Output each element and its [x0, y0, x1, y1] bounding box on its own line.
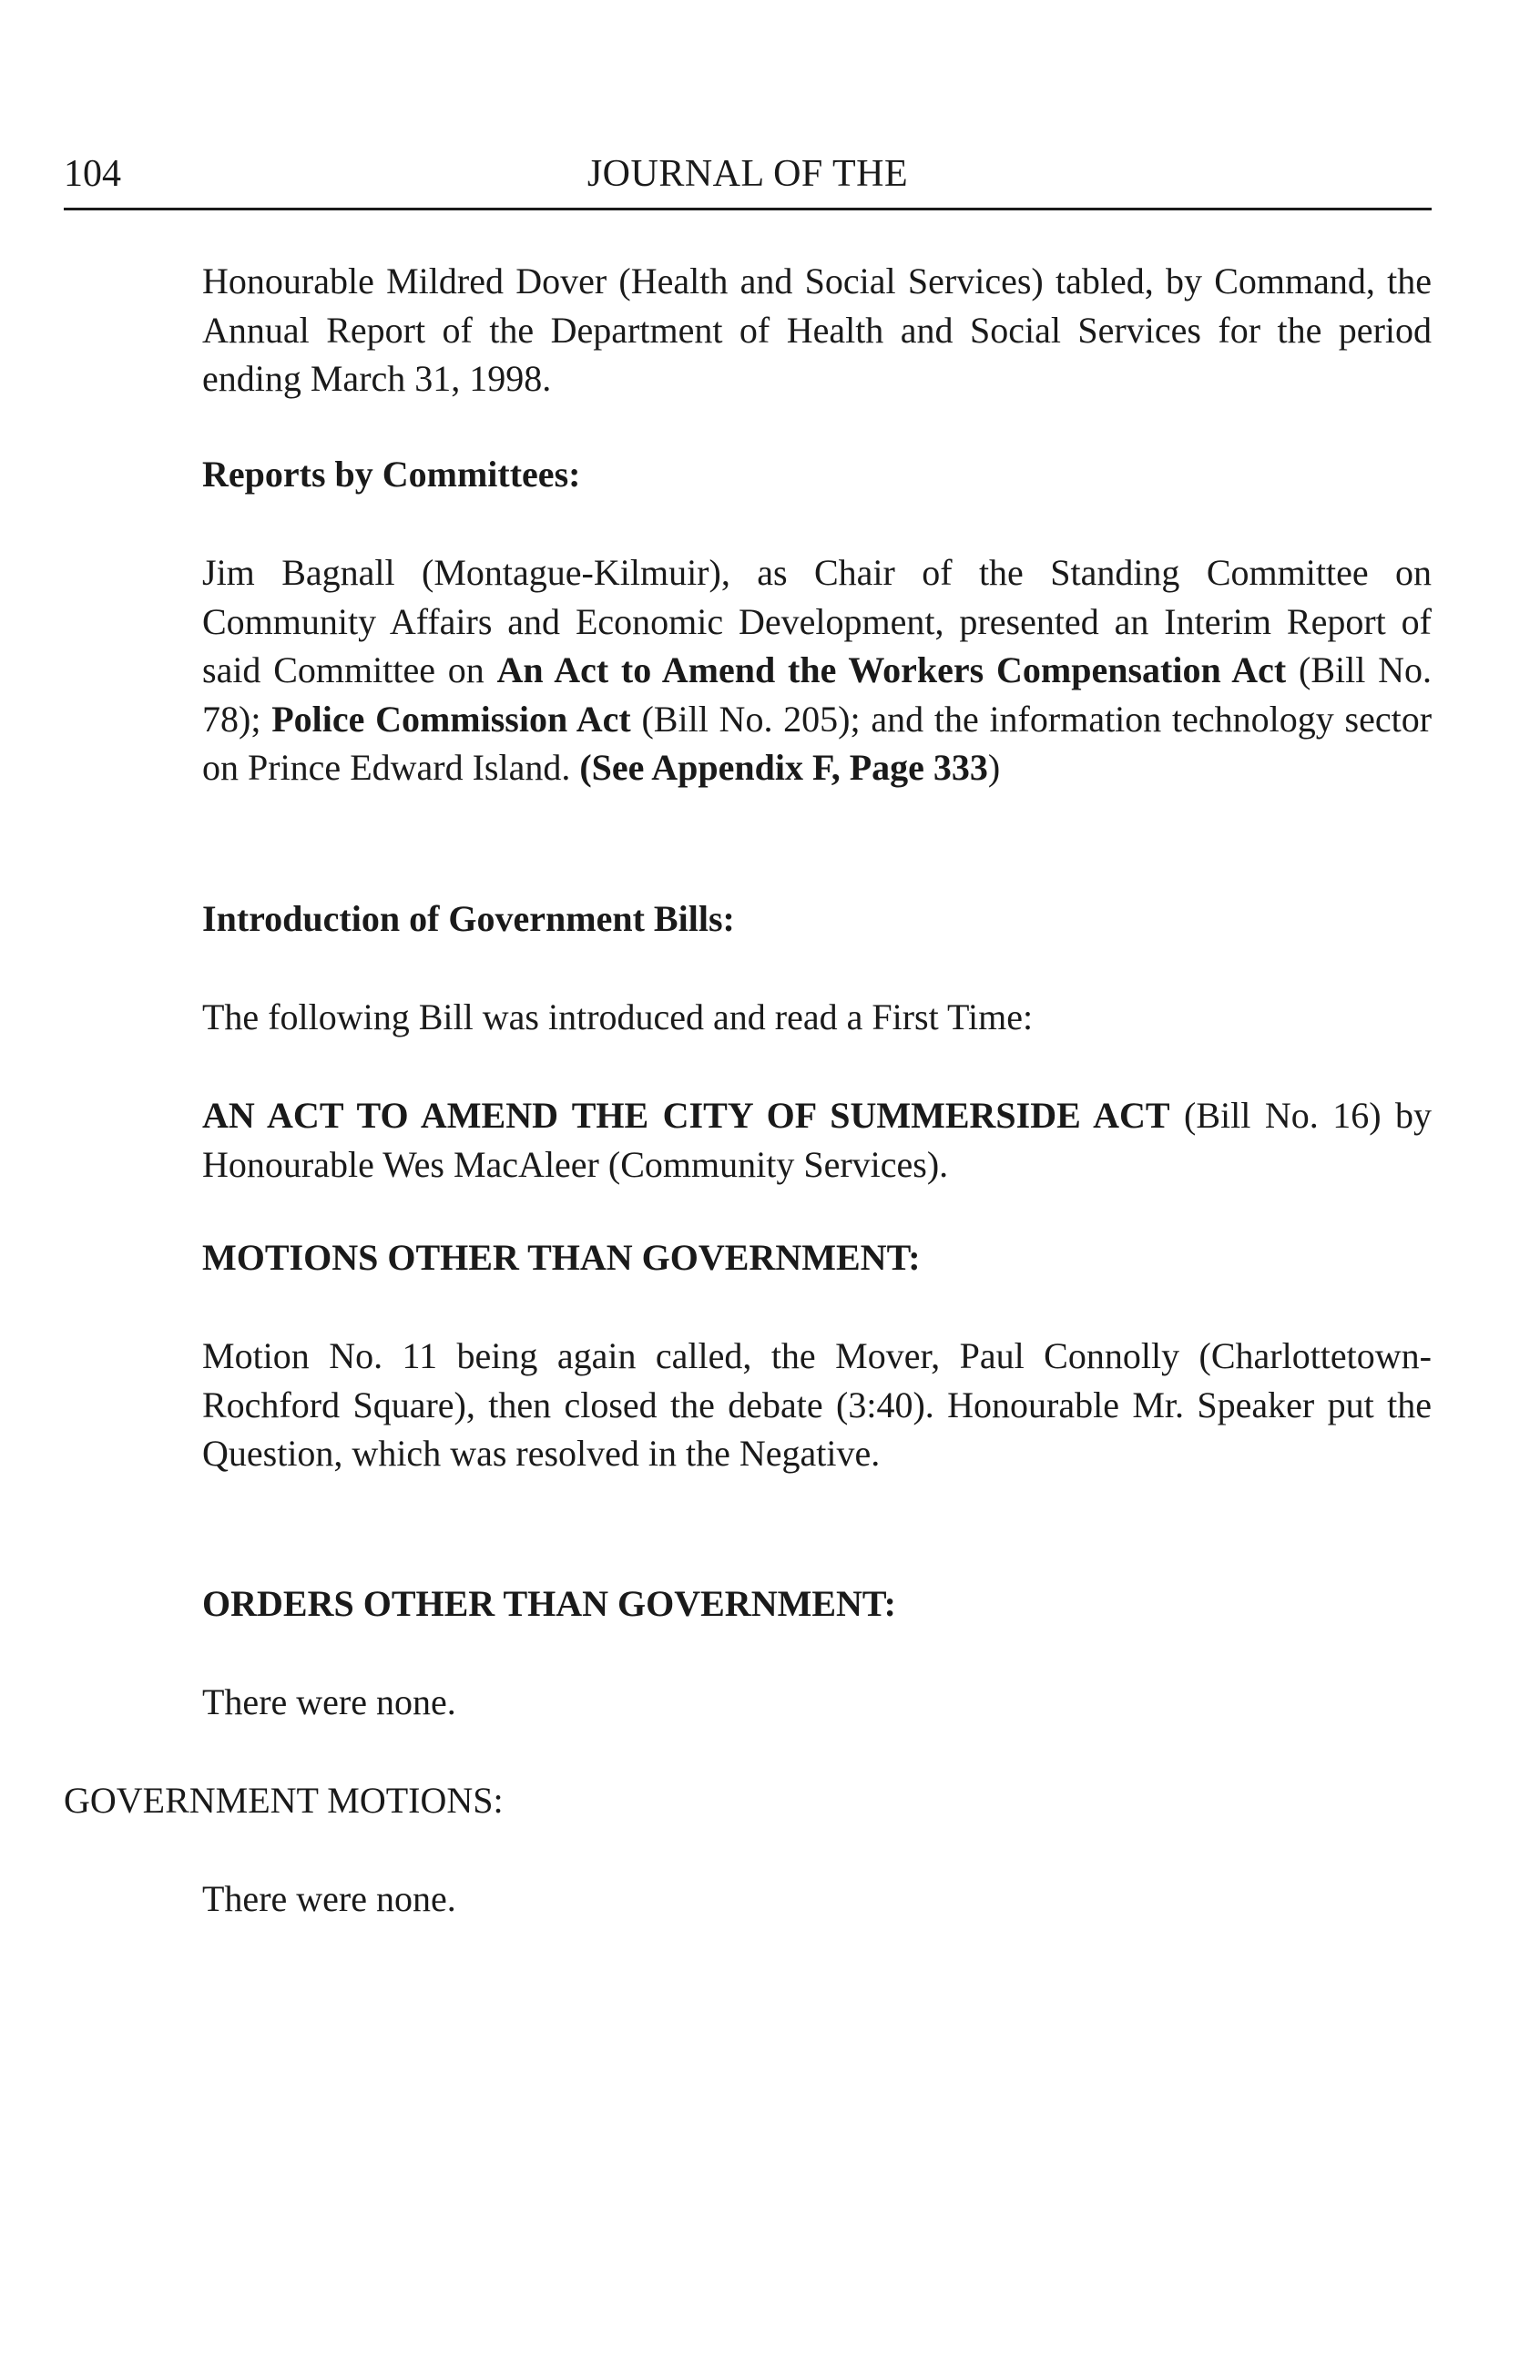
heading-orders-other-than-government: ORDERS OTHER THAN GOVERNMENT: [202, 1583, 896, 1624]
page-number: 104 [64, 153, 121, 195]
bill-title-workers-compensation: An Act to Amend the Workers Compensation Act [496, 649, 1287, 690]
bill-16-text: (Bill No. 16) by Honourable Wes MacAleer (Community Services). [202, 1095, 1433, 1185]
committee-report-text-4: ) [987, 747, 1001, 788]
committee-report-text-1: Jim Bagnall (Montague-Kilmuir), as Chair of the Standing Committee on Community Affairs and Economic Development, presented an Interim Report of said Committee on [202, 552, 1432, 690]
heading-introduction-of-government-bills: Introduction of Government Bills: [202, 898, 735, 939]
bill-title-police-commission: Police Commission Act [271, 698, 631, 740]
paragraph-motion-11: Motion No. 11 being again called, the Mover, Paul Connolly (Charlottetown-Rochford Square), then closed the debate (3:40). Honourable Mr. Speaker put the Question, which was resolved in the Negative. [202, 1335, 1432, 1474]
committee-report-text-2: (Bill No. 78); [202, 649, 1433, 740]
paragraph-committee-report [202, 548, 1432, 792]
running-head: JOURNAL OF THE [586, 153, 909, 195]
appendix-reference: (See Appendix F, Page 333 [579, 747, 988, 788]
paragraph-government-motions-none: There were none. [202, 1878, 456, 1919]
page-header [64, 155, 1432, 210]
heading-motions-other-than-government: MOTIONS OTHER THAN GOVERNMENT: [202, 1237, 921, 1278]
bill-title-summerside: AN ACT TO AMEND THE CITY OF SUMMERSIDE ACT [202, 1095, 1170, 1136]
paragraph-tabled-report: Honourable Mildred Dover (Health and Social Services) tabled, by Command, the Annual Report of the Department of Health and Social Services for the period ending March 31, 1998. [202, 260, 1432, 399]
committee-report-text-3: (Bill No. 205); and the information technology sector on Prince Edward Island. [202, 698, 1433, 788]
heading-reports-by-committees: Reports by Committees: [202, 454, 581, 495]
paragraph-bill-16 [202, 1091, 1432, 1189]
paragraph-following-bill: The following Bill was introduced and read a First Time: [202, 996, 1034, 1037]
paragraph-orders-none: There were none. [202, 1681, 456, 1722]
heading-government-motions: GOVERNMENT MOTIONS: [64, 1780, 504, 1821]
